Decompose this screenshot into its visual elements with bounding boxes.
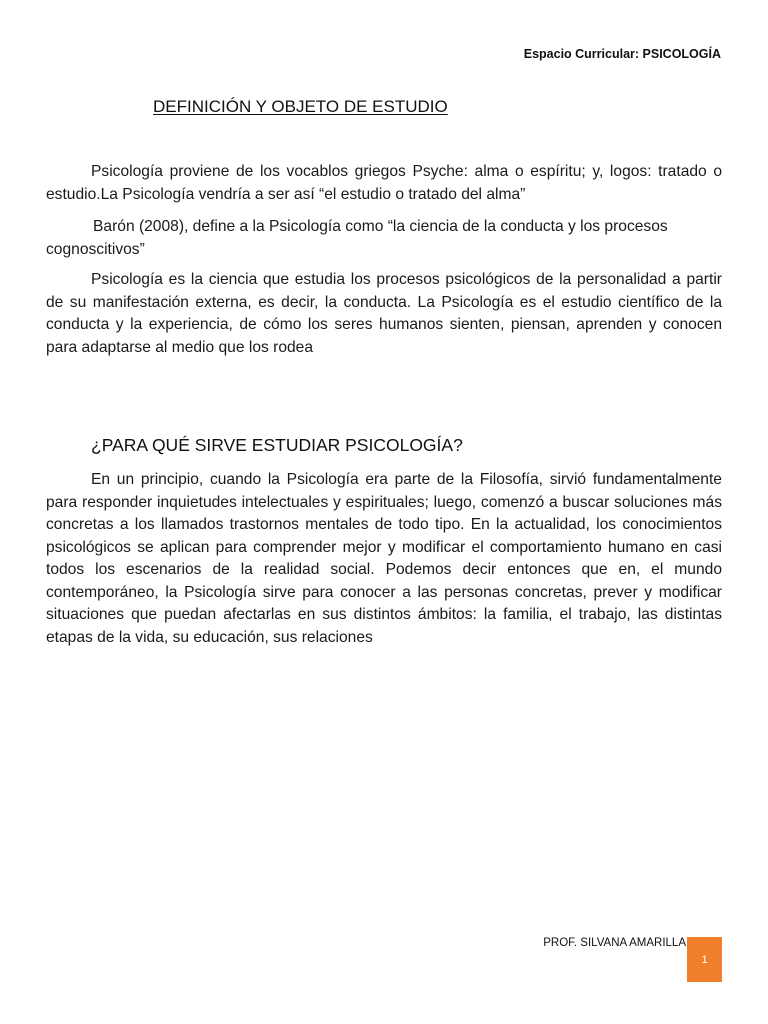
paragraph-etymology [46, 161, 722, 206]
paragraph-text: Barón (2008), define a la Psicología como “la ciencia de la conducta y los procesos cognoscitivos” [46, 218, 668, 258]
curricular-space-header: Espacio Curricular: PSICOLOGÍA [523, 47, 721, 61]
section-title-purpose: ¿PARA QUÉ SIRVE ESTUDIAR PSICOLOGÍA? [91, 435, 463, 455]
paragraph-text: Psicología es la ciencia que estudia los procesos psicológicos de la personalidad a partir de su manifestación externa, es decir, la conducta. La Psicología es el estudio científico de la conducta y la experiencia, de cómo los seres humanos sienten, piensan, aprenden y conocen para adaptarse al medio que los rodea [46, 271, 722, 356]
section-title-definition: DEFINICIÓN Y OBJETO DE ESTUDIO [153, 97, 448, 116]
paragraph-baron-definition [46, 216, 722, 261]
paragraph-science-definition [46, 269, 722, 359]
paragraph-purpose [46, 469, 722, 649]
footer-author: PROF. SILVANA AMARILLA [543, 937, 686, 949]
page-number-badge: 1 [687, 937, 722, 982]
paragraph-text: En un principio, cuando la Psicología era parte de la Filosofía, sirvió fundamentalmente para responder inquietudes intelectuales y espirituales; luego, comenzó a buscar soluciones más concretas a los llamados trastornos mentales de todo tipo. En la actualidad, los conocimientos psicológicos se aplican para comprender mejor y modificar el comportamiento humano en casi todos los escenarios de la realidad social. Podemos decir entonces que en, el mundo contemporáneo, la Psicología sirve para conocer a las personas concretas, prever y modificar situaciones que puedan afectarlas en sus distintos ámbitos: la familia, el trabajo, las distintas etapas de la vida, su educación, sus relaciones [46, 471, 722, 646]
paragraph-text: Psicología proviene de los vocablos griegos Psyche: alma o espíritu; y, logos: tratado o estudio.La Psicología vendría a ser así “el estudio o tratado del alma” [46, 163, 722, 203]
